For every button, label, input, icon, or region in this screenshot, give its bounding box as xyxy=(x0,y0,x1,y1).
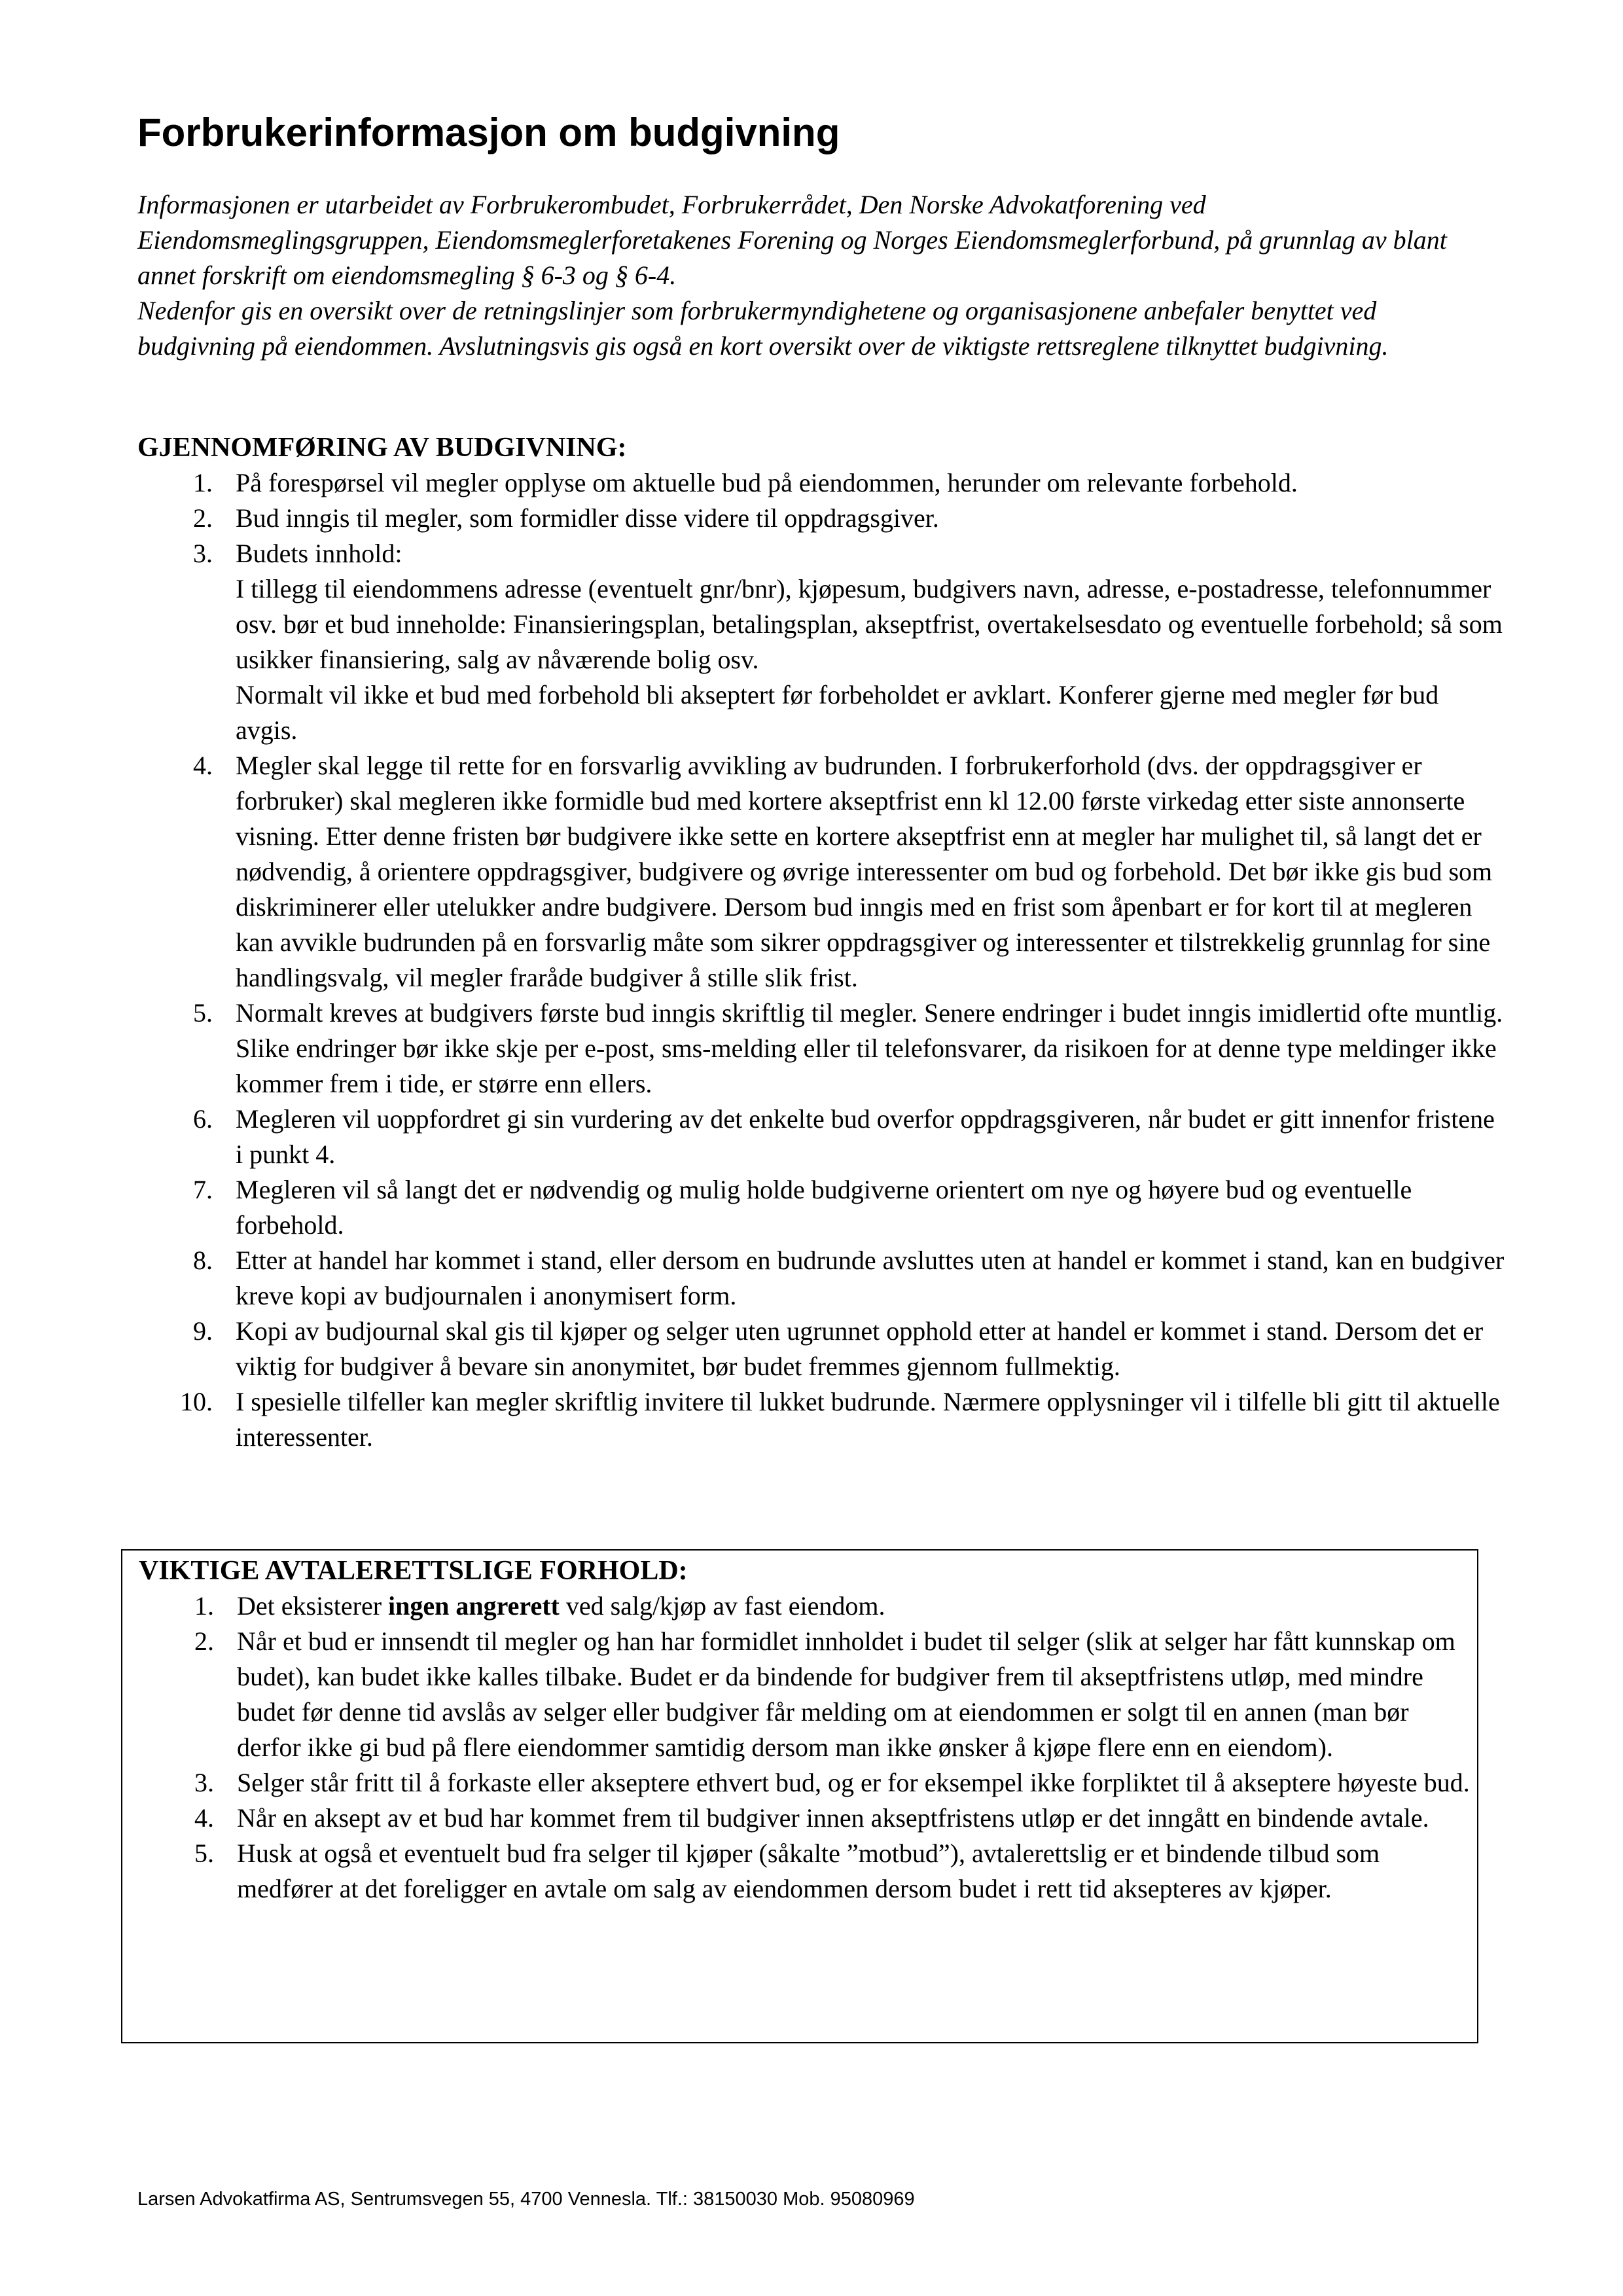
page-footer: Larsen Advokatfirma AS, Sentrumsvegen 55, 4700 Vennesla. Tlf.: 38150030 Mob. 95080969 xyxy=(137,2189,915,2210)
item-text: Megleren vil så langt det er nødvendig og mulig holde budgiverne orientert om nye og høyere bud og eventuelle forbehold. xyxy=(236,1175,1412,1240)
item-number: 7. xyxy=(193,1175,213,1204)
item-subtext: Normalt vil ikke et bud med forbehold bli akseptert før forbeholdet er avklart. Konferer gjerne med megler før bud avgis. xyxy=(236,680,1439,745)
item-number: 1. xyxy=(193,468,213,497)
item-number: 6. xyxy=(193,1104,213,1134)
list-item xyxy=(137,465,1505,501)
item-text: Bud inngis til megler, som formidler disse videre til oppdragsgiver. xyxy=(236,503,939,533)
list-item xyxy=(137,501,1505,536)
section-heading: VIKTIGE AVTALERETTSLIGE FORHOLD: xyxy=(139,1556,688,1586)
item-number: 1. xyxy=(194,1591,214,1621)
list-item xyxy=(137,748,1505,996)
list-item xyxy=(137,536,1505,748)
item-text: På forespørsel vil megler opplyse om aktuelle bud på eiendommen, herunder om relevante forbehold. xyxy=(236,468,1298,497)
item-number: 2. xyxy=(194,1626,214,1656)
list-item xyxy=(139,1588,1477,1624)
item-text xyxy=(237,1591,885,1621)
item-text-pre: Det eksisterer xyxy=(237,1591,389,1621)
item-text: I spesielle tilfeller kan megler skriftlig invitere til lukket budrunde. Nærmere opplysninger vil i tilfelle bli gitt til aktuelle interessenter. xyxy=(236,1387,1500,1452)
list-item xyxy=(137,1384,1505,1455)
emphasis-text: ingen angrerett xyxy=(388,1591,560,1621)
item-text: Selger står fritt til å forkaste eller akseptere ethvert bud, og er for eksempel ikke forpliktet til å akseptere høyeste bud. xyxy=(237,1768,1470,1797)
item-number: 4. xyxy=(194,1803,214,1833)
item-number: 8. xyxy=(193,1246,213,1275)
document-title: Forbrukerinformasjon om budgivning xyxy=(137,111,840,154)
list-item xyxy=(137,1243,1505,1314)
intro-text xyxy=(137,187,1499,364)
item-number: 3. xyxy=(193,539,213,568)
item-number: 2. xyxy=(193,503,213,533)
item-text: Budets innhold: xyxy=(236,539,402,568)
intro-paragraph: Informasjonen er utarbeidet av Forbrukerombudet, Forbrukerrådet, Den Norske Advokatforening ved Eiendomsmeglingsgruppen, Eiendomsmeglerforetakenes Forening og Norges Eiendomsmeglerforbund, på grunnlag av blant annet forskrift om eiendomsmegling § 6-3 og § 6-4. xyxy=(137,190,1447,290)
list-item xyxy=(137,1172,1505,1243)
list-item xyxy=(139,1801,1477,1836)
list-item xyxy=(139,1836,1477,1907)
item-number: 5. xyxy=(194,1839,214,1868)
item-subtext: I tillegg til eiendommens adresse (eventuelt gnr/bnr), kjøpesum, budgivers navn, adresse, e-postadresse, telefonnummer osv. bør et bud inneholde: Finansieringsplan, betalingsplan, akseptfrist, overtakelsesdato og eventuelle forbehold; så som usikker finansiering, salg av nåværende bolig osv. xyxy=(236,574,1503,674)
item-text: Når et bud er innsendt til megler og han har formidlet innholdet i budet til selger (slik at selger har fått kunnskap om budet), kan budet ikke kalles tilbake. Budet er da bindende for budgiver frem til akseptfristens utløp, med mindre budet før denne tid avslås av selger eller budgiver får melding om at eiendommen er solgt til en annen (man bør derfor ikke gi bud på flere eiendommer samtidig dersom man ikke ønsker å kjøpe flere enn en eiendom). xyxy=(237,1626,1455,1762)
item-number: 4. xyxy=(193,751,213,780)
item-text: Kopi av budjournal skal gis til kjøper og selger uten ugrunnet opphold etter at handel er kommet i stand. Dersom det er viktig for budgiver å bevare sin anonymitet, bør budet fremmes gjennom fullmektig. xyxy=(236,1316,1484,1381)
list-item xyxy=(139,1765,1477,1801)
item-text: Megleren vil uoppfordret gi sin vurdering av det enkelte bud overfor oppdragsgiveren, når budet er gitt innenfor fristene i punkt 4. xyxy=(236,1104,1495,1169)
list-item xyxy=(139,1624,1477,1765)
item-text: Husk at også et eventuelt bud fra selger til kjøper (såkalte ”motbud”), avtalerettslig er et bindende tilbud som medfører at det foreligger en avtale om salg av eiendommen dersom budet i rett tid aksepteres av kjøper. xyxy=(237,1839,1380,1903)
list-item xyxy=(137,1314,1505,1384)
item-text: Etter at handel har kommet i stand, eller dersom en budrunde avsluttes uten at handel er kommet i stand, kan en budgiver kreve kopi av budjournalen i anonymisert form. xyxy=(236,1246,1505,1310)
item-text: Når en aksept av et bud har kommet frem til budgiver innen akseptfristens utløp er det inngått en bindende avtale. xyxy=(237,1803,1429,1833)
list-item xyxy=(137,996,1505,1102)
section-heading: GJENNOMFØRING AV BUDGIVNING: xyxy=(137,433,627,463)
item-text: Megler skal legge til rette for en forsvarlig avvikling av budrunden. I forbrukerforhold (dvs. der oppdragsgiver er forbruker) skal megleren ikke formidle bud med kortere akseptfrist enn kl 12.00 første virkedag etter siste annonserte visning. Etter denne fristen bør budgivere ikke sette en kortere akseptfrist enn at megler har mulighet til, så langt det er nødvendig, å orientere oppdragsgiver, budgivere og øvrige interessenter om bud og forbehold. Det bør ikke gis bud som diskriminerer eller utelukker andre budgivere. Dersom bud inngis med en frist som åpenbart er for kort til at megleren kan avvikle budrunden på en forsvarlig måte som sikrer oppdragsgiver og interessenter et tilstrekkelig grunnlag for sine handlingsvalg, vil megler fraråde budgiver å stille slik frist. xyxy=(236,751,1493,992)
contract-law-list xyxy=(139,1588,1477,1907)
procedure-list xyxy=(137,465,1505,1455)
list-item xyxy=(137,1102,1505,1172)
item-text-post: ved salg/kjøp av fast eiendom. xyxy=(559,1591,885,1621)
bidding-procedure-section xyxy=(137,430,1505,1455)
item-text: Normalt kreves at budgivers første bud inngis skriftlig til megler. Senere endringer i budet inngis imidlertid ofte muntlig. Slike endringer bør ikke skje per e-post, sms-melding eller til telefonsvarer, da risikoen for at denne type meldinger ikke kommer frem i tide, er større enn ellers. xyxy=(236,998,1503,1098)
item-number: 3. xyxy=(194,1768,214,1797)
contract-law-box xyxy=(121,1549,1478,2043)
item-number: 5. xyxy=(193,998,213,1028)
item-number: 9. xyxy=(193,1316,213,1346)
item-number: 10. xyxy=(180,1387,213,1416)
intro-paragraph: Nedenfor gis en oversikt over de retningslinjer som forbrukermyndighetene og organisasjonene anbefaler benyttet ved budgivning på eiendommen. Avslutningsvis gis også en kort oversikt over de viktigste rettsreglene tilknyttet budgivning. xyxy=(137,296,1389,361)
